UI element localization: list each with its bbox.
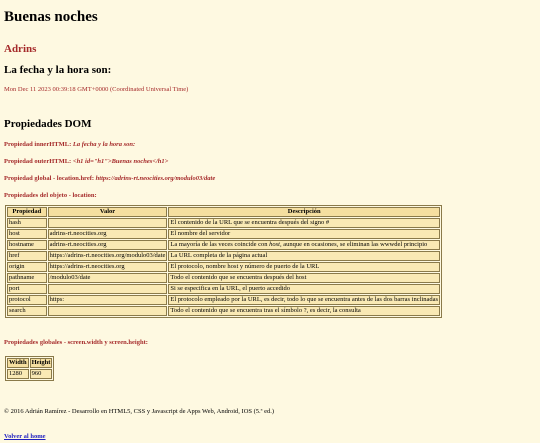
location-object-label: Propiedades del objeto - location: xyxy=(4,192,97,199)
desc-text: La mayoría de las veces coincide con xyxy=(170,241,270,248)
table-row xyxy=(7,229,440,239)
screen-width-value: 1280 xyxy=(7,369,29,379)
column-header-height: Height xyxy=(31,359,51,366)
cell-descripcion xyxy=(168,273,440,283)
page-title: Buenas noches xyxy=(4,9,98,25)
table-row xyxy=(7,273,440,283)
cell-valor xyxy=(48,218,168,228)
table-row xyxy=(7,218,440,228)
cell-valor: adrins-rt.neocities.org xyxy=(48,229,168,239)
cell-valor xyxy=(48,306,168,316)
cell-valor: adrins-rt.neocities.org xyxy=(48,240,168,250)
cell-propiedad: protocol xyxy=(7,295,47,305)
location-href-label: Propiedad global - location.href: xyxy=(4,175,96,182)
table-row xyxy=(7,306,440,316)
back-home-link[interactable]: Volver al home xyxy=(4,433,46,440)
inner-html-value: La fecha y la hora son: xyxy=(72,141,136,148)
desc-text: Todo el contenido que se encuentra después del host xyxy=(170,274,307,281)
desc-emphasis: host xyxy=(269,241,280,248)
cell-propiedad: search xyxy=(7,306,47,316)
screen-height-value: 960 xyxy=(30,369,53,379)
column-header-propiedad: Propiedad xyxy=(7,207,47,217)
location-table xyxy=(5,205,442,318)
table-row xyxy=(7,369,52,379)
cell-propiedad: port xyxy=(7,284,47,294)
copyright-text: © 2016 Adrián Ramírez - Desarrollo en HTML5, CSS y Javascript de Apps Web, Android, IOS (5.ª ed.) xyxy=(4,408,275,415)
desc-text: Todo el contenido que se encuentra tras el símbolo ?, es decir, la consulta xyxy=(170,307,361,314)
cell-descripcion xyxy=(168,262,440,272)
desc-text: El contenido de la URL que se encuentra después del signo # xyxy=(170,219,330,226)
desc-text: El nombre del servidor xyxy=(170,230,231,237)
column-header-descripcion: Descripción xyxy=(168,207,440,217)
location-table-header-row xyxy=(7,207,440,217)
cell-descripcion xyxy=(168,229,440,239)
table-row xyxy=(7,262,440,272)
cell-descripcion xyxy=(168,240,440,250)
author-name: Adrins xyxy=(4,43,37,55)
table-row xyxy=(7,295,440,305)
inner-html-label: Propiedad innerHTML: xyxy=(4,141,73,148)
cell-descripcion xyxy=(168,251,440,261)
cell-propiedad: host xyxy=(7,229,47,239)
desc-text: El protocolo, nombre host y número de puerto de la URL xyxy=(170,263,320,270)
location-href-line xyxy=(4,174,536,183)
desc-text: El protocolo empleado por la URL, es decir, todo lo que se encuentra antes de las dos barras inclinadas xyxy=(170,296,438,303)
table-row xyxy=(7,240,440,250)
outer-html-value: <h1 id="h1">Buenas noches</h1> xyxy=(72,158,169,165)
location-href-value: https://adrins-rt.neocities.org/modulo03/date xyxy=(95,175,216,182)
table-row xyxy=(7,284,440,294)
desc-text-cont: , aunque en ocasiones, se eliminan las wwwdel principio xyxy=(279,241,428,248)
outer-html-line xyxy=(4,157,536,166)
date-heading: La fecha y la hora son: xyxy=(4,64,112,76)
cell-propiedad: hostname xyxy=(7,240,47,250)
cell-valor xyxy=(48,284,168,294)
cell-descripcion xyxy=(168,218,440,228)
cell-propiedad: origin xyxy=(7,262,47,272)
column-header-valor: Valor xyxy=(48,207,168,217)
cell-valor: /modulo03/date xyxy=(48,273,168,283)
desc-text: La URL completa de la página actual xyxy=(170,252,268,259)
desc-text: Si se especifica en la URL, el puerto accedido xyxy=(170,285,291,292)
dom-heading: Propiedades DOM xyxy=(4,118,92,130)
date-value: Mon Dec 11 2023 00:39:18 GMT+0000 (Coordinated Universal Time) xyxy=(4,86,189,93)
table-row xyxy=(7,251,440,261)
cell-valor: https://adrins-rt.neocities.org/modulo03/date xyxy=(49,252,166,259)
cell-propiedad: href xyxy=(7,251,47,261)
screen-table xyxy=(5,356,54,381)
cell-valor: https://adrins-rt.neocities.org xyxy=(48,262,168,272)
inner-html-line xyxy=(4,140,536,149)
screen-table-header-row xyxy=(7,358,52,368)
cell-valor: https: xyxy=(48,295,168,305)
cell-propiedad: hash xyxy=(7,218,47,228)
cell-descripcion xyxy=(168,295,440,305)
cell-propiedad: pathname xyxy=(7,273,47,283)
cell-descripcion xyxy=(168,306,440,316)
column-header-width: Width xyxy=(9,359,27,366)
outer-html-label: Propiedad outerHTML: xyxy=(4,158,73,165)
cell-descripcion xyxy=(168,284,440,294)
screen-heading: Propiedades globales - screen.width y screen.height: xyxy=(4,339,148,346)
